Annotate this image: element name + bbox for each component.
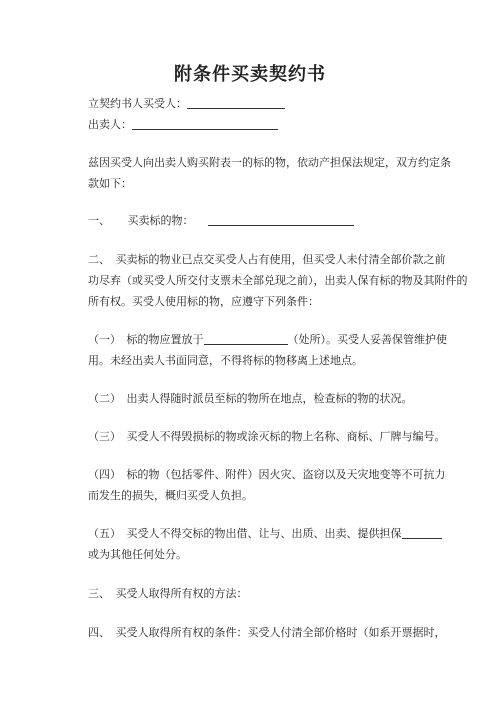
item-5-line-1 — [88, 527, 428, 541]
buyer-line — [88, 97, 428, 111]
buyer-label: 立契约书人买受人： — [88, 97, 187, 110]
item-1-line-1 — [88, 333, 447, 347]
clause-1 — [88, 214, 428, 228]
document-title: 附条件买卖契约书 — [174, 64, 326, 85]
clause-4: 四、 买受人取得所有权的条件：买受人付清全部价格时（如系开票据时， — [88, 626, 446, 639]
seller-name-blank[interactable] — [132, 118, 278, 130]
clause-1-text: 买卖标的物： — [127, 214, 194, 227]
buyer-name-blank[interactable] — [187, 97, 285, 109]
clause-2-line-1: 二、 买卖标的物业已点交买受人占有使用，但买受人未付清全部价款之前 — [88, 253, 446, 266]
item-2: （二） 出卖人得随时派员至标的物所在地点，检查标的物的状况。 — [88, 392, 413, 405]
seller-label: 出卖人： — [88, 118, 132, 131]
item-1-text-b: （处所）。买受人妥善保管维护使 — [287, 333, 447, 346]
item-4-line-1: （四） 标的物（包括零件、附件）因火灾、盗窃以及天灾地变等不可抗力 — [88, 468, 446, 481]
intro-line-1: 兹因买受人向出卖人购买附表一的标的物，依动产担保法规定，双方约定条 — [88, 156, 451, 169]
clause-2-line-2: 功尽弃（或买受人所交付支票未全部兑现之前），出卖人保有标的物及其附件的 — [88, 274, 468, 287]
item-1-text-a: （一） 标的物应置放于 — [88, 333, 204, 346]
guarantee-blank[interactable] — [402, 527, 442, 539]
item-4-line-2: 而发生的损失，概归买受人负担。 — [88, 489, 253, 502]
item-3: （三） 买受人不得毁损标的物或涂灭标的物上名称、商标、厂牌与编号。 — [88, 430, 446, 443]
item-1-line-2: 用。未经出卖人书面同意，不得将标的物移离上述地点。 — [88, 354, 363, 367]
subject-matter-blank[interactable] — [208, 214, 354, 226]
clause-2-line-3: 所有权。买受人使用标的物，应遵守下列条件： — [88, 295, 319, 308]
clause-1-number: 一、 — [88, 214, 110, 227]
intro-line-2: 款如下： — [88, 177, 132, 190]
clause-3: 三、 买受人取得所有权的方法： — [88, 587, 248, 600]
seller-line — [88, 118, 428, 132]
storage-location-blank[interactable] — [204, 333, 288, 345]
item-5-text: （五） 买受人不得交标的物出借、让与、出质、出卖、提供担保 — [88, 527, 402, 540]
item-5-line-2: 或为其他任何处分。 — [88, 548, 187, 561]
